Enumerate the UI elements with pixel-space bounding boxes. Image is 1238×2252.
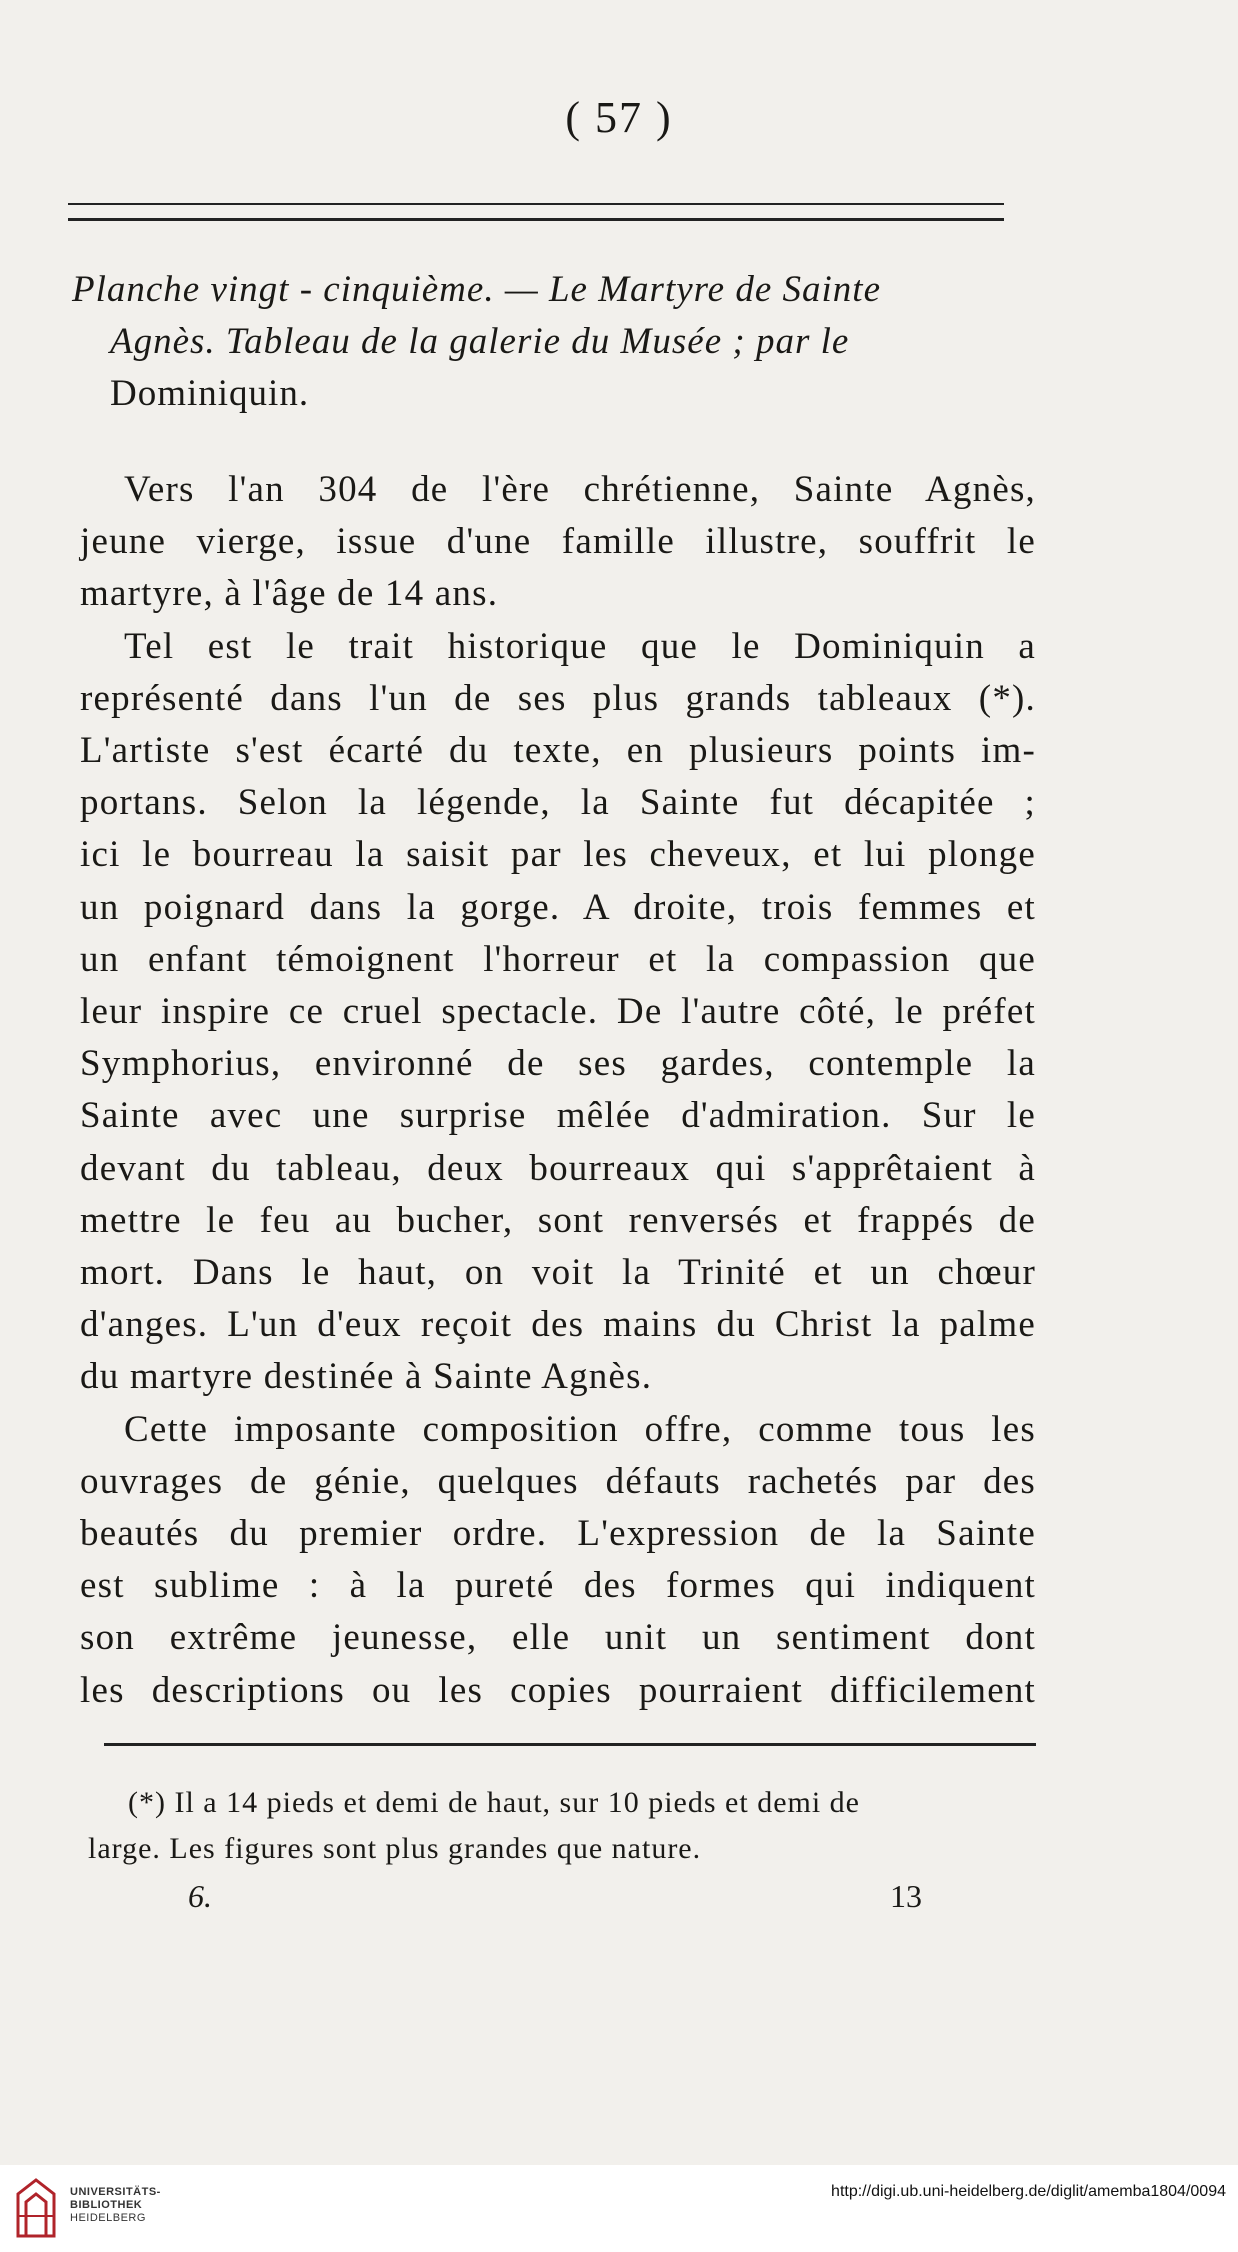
plate-caption [72,264,1032,420]
page-number: ( 57 ) [565,93,673,142]
body-line: Vers l'an 304 de l'ère chrétienne, Sainte Agnès, [124,469,1036,510]
body-line: un poignard dans la gorge. A droite, trois femmes et [80,886,1036,928]
body-line: est sublime : à la pureté des formes qui indiquent [80,1565,1036,1607]
header-rule-top [68,203,1004,205]
body-line: jeune vierge, issue d'une famille illustre, souffrit le [80,521,1036,563]
footnote [88,1780,1038,1872]
footnote-line-2: large. Les figures sont plus grandes que nature. [88,1832,702,1865]
heidelberg-library-logo-icon [14,2176,58,2240]
body-line: mort. Dans le haut, on voit la Trinité et un chœur [80,1252,1036,1294]
body-line: beautés du premier ordre. L'expression de la Sainte [80,1513,1036,1555]
signature-mark-right: 13 [890,1878,922,1914]
body-line: martyre, à l'âge de 14 ans. [80,573,499,615]
caption-line-2: Agnès. Tableau de la galerie du Musée ; par le [110,321,850,362]
library-name-line-1: UNIVERSITÄTS- [70,2186,161,2198]
caption-line-1: Planche vingt - cinquième. — Le Martyre de Sainte [72,269,881,310]
body-line: L'artiste s'est écarté du texte, en plusieurs points im- [80,730,1036,772]
body-line: du martyre destinée à Sainte Agnès. [80,1356,653,1398]
body-line: Symphorius, environné de ses gardes, contemple la [80,1043,1036,1085]
body-line: Cette imposante composition offre, comme tous les [124,1408,1036,1450]
library-name-line-2: BIBLIOTHEK [70,2199,143,2211]
source-url-link[interactable]: http://digi.ub.uni-heidelberg.de/diglit/amemba1804/0094 [831,2183,1226,2200]
body-line: portans. Selon la légende, la Sainte fut décapitée ; [80,782,1036,824]
body-line: devant du tableau, deux bourreaux qui s'apprêtaient à [80,1147,1036,1189]
body-line: Tel est le trait historique que le Dominiquin a [124,625,1036,667]
footnote-line-1: (*) Il a 14 pieds et demi de haut, sur 10 pieds et demi de [128,1786,860,1819]
caption-line-3: Dominiquin. [110,373,310,414]
footnote-rule [104,1743,1036,1746]
body-text [80,464,1036,1717]
library-name-line-3: HEIDELBERG [70,2212,146,2224]
body-line: un enfant témoignent l'horreur et la compassion que [80,938,1036,980]
body-line: mettre le feu au bucher, sont renversés et frappés de [80,1199,1036,1241]
body-line: leur inspire ce cruel spectacle. De l'autre côté, le préfet [80,991,1036,1033]
body-line: son extrême jeunesse, elle unit un sentiment dont [80,1617,1036,1659]
footer-bar [0,2165,1238,2252]
body-line: ouvrages de génie, quelques défauts rachetés par des [80,1460,1036,1502]
library-name [70,2186,161,2225]
header-rule-bottom [68,218,1004,221]
body-line: ici le bourreau la saisit par les cheveux, et lui plonge [80,834,1036,876]
signature-mark-left: 6. [188,1878,212,1914]
body-line: Sainte avec une surprise mêlée d'admiration. Sur le [80,1095,1036,1137]
body-line: représenté dans l'un de ses plus grands tableaux (*). [80,677,1036,719]
body-line: les descriptions ou les copies pourraient difficilement [80,1669,1036,1711]
body-line: d'anges. L'un d'eux reçoit des mains du Christ la palme [80,1304,1036,1346]
